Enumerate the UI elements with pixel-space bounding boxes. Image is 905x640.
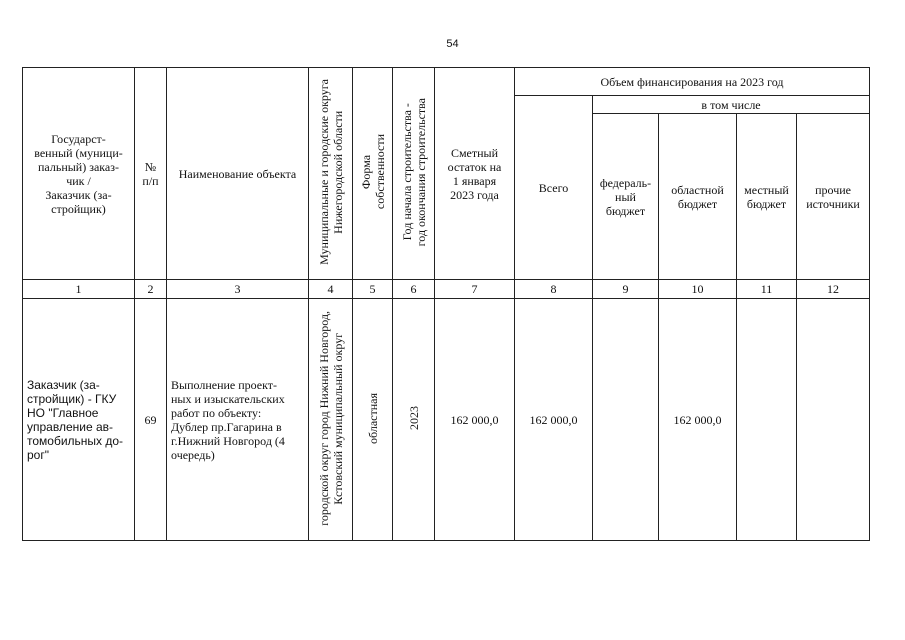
header-financing-title: Объем финансирования на 2023 год (515, 68, 870, 96)
financing-table (22, 67, 870, 541)
column-number: 6 (393, 280, 435, 299)
header-ownership: Форма собственности (353, 68, 393, 280)
header-including: в том числе (593, 96, 870, 114)
column-number: 1 (23, 280, 135, 299)
column-number: 3 (167, 280, 309, 299)
column-number: 5 (353, 280, 393, 299)
header-customer: Государст- венный (муници- пальный) заказ- чик / Заказчик (за- стройщик) (23, 68, 135, 280)
cell-years: 2023 (393, 299, 435, 541)
cell-object-name: Выполнение проект- ных и изыскательских работ по объекту: Дублер пр.Гагарина в г.Нижний Новгород (4 очередь) (167, 299, 309, 541)
cell-other (797, 299, 870, 541)
cell-federal (593, 299, 659, 541)
header-regional: областной бюджет (659, 114, 737, 280)
cell-municipality: городской округ город Нижний Новгород, Кстовский муниципальный округ (309, 299, 353, 541)
header-other: прочие источники (797, 114, 870, 280)
header-object-name: Наименование объекта (167, 68, 309, 280)
column-number: 7 (435, 280, 515, 299)
column-number: 8 (515, 280, 593, 299)
table-row (23, 299, 870, 541)
column-number: 4 (309, 280, 353, 299)
cell-estimate-balance: 162 000,0 (435, 299, 515, 541)
header-estimate-balance: Сметный остаток на 1 января 2023 года (435, 68, 515, 280)
cell-local (737, 299, 797, 541)
column-number: 12 (797, 280, 870, 299)
cell-ownership: областная (353, 299, 393, 541)
header-years: Год начала строительства - год окончания строительства (393, 68, 435, 280)
header-local: местный бюджет (737, 114, 797, 280)
column-number: 10 (659, 280, 737, 299)
header-num: № п/п (135, 68, 167, 280)
header-total: Всего (515, 96, 593, 280)
cell-num: 69 (135, 299, 167, 541)
header-municipality: Муниципальные и городские округа Нижегородской области (309, 68, 353, 280)
cell-regional: 162 000,0 (659, 299, 737, 541)
cell-customer: Заказчик (за- стройщик) - ГКУ НО "Главное управление ав- томобильных до- рог" (23, 299, 135, 541)
header-federal: федераль- ный бюджет (593, 114, 659, 280)
page-number: 54 (446, 38, 459, 50)
column-number: 11 (737, 280, 797, 299)
column-number: 9 (593, 280, 659, 299)
column-number: 2 (135, 280, 167, 299)
column-number-row (23, 280, 870, 299)
cell-total: 162 000,0 (515, 299, 593, 541)
